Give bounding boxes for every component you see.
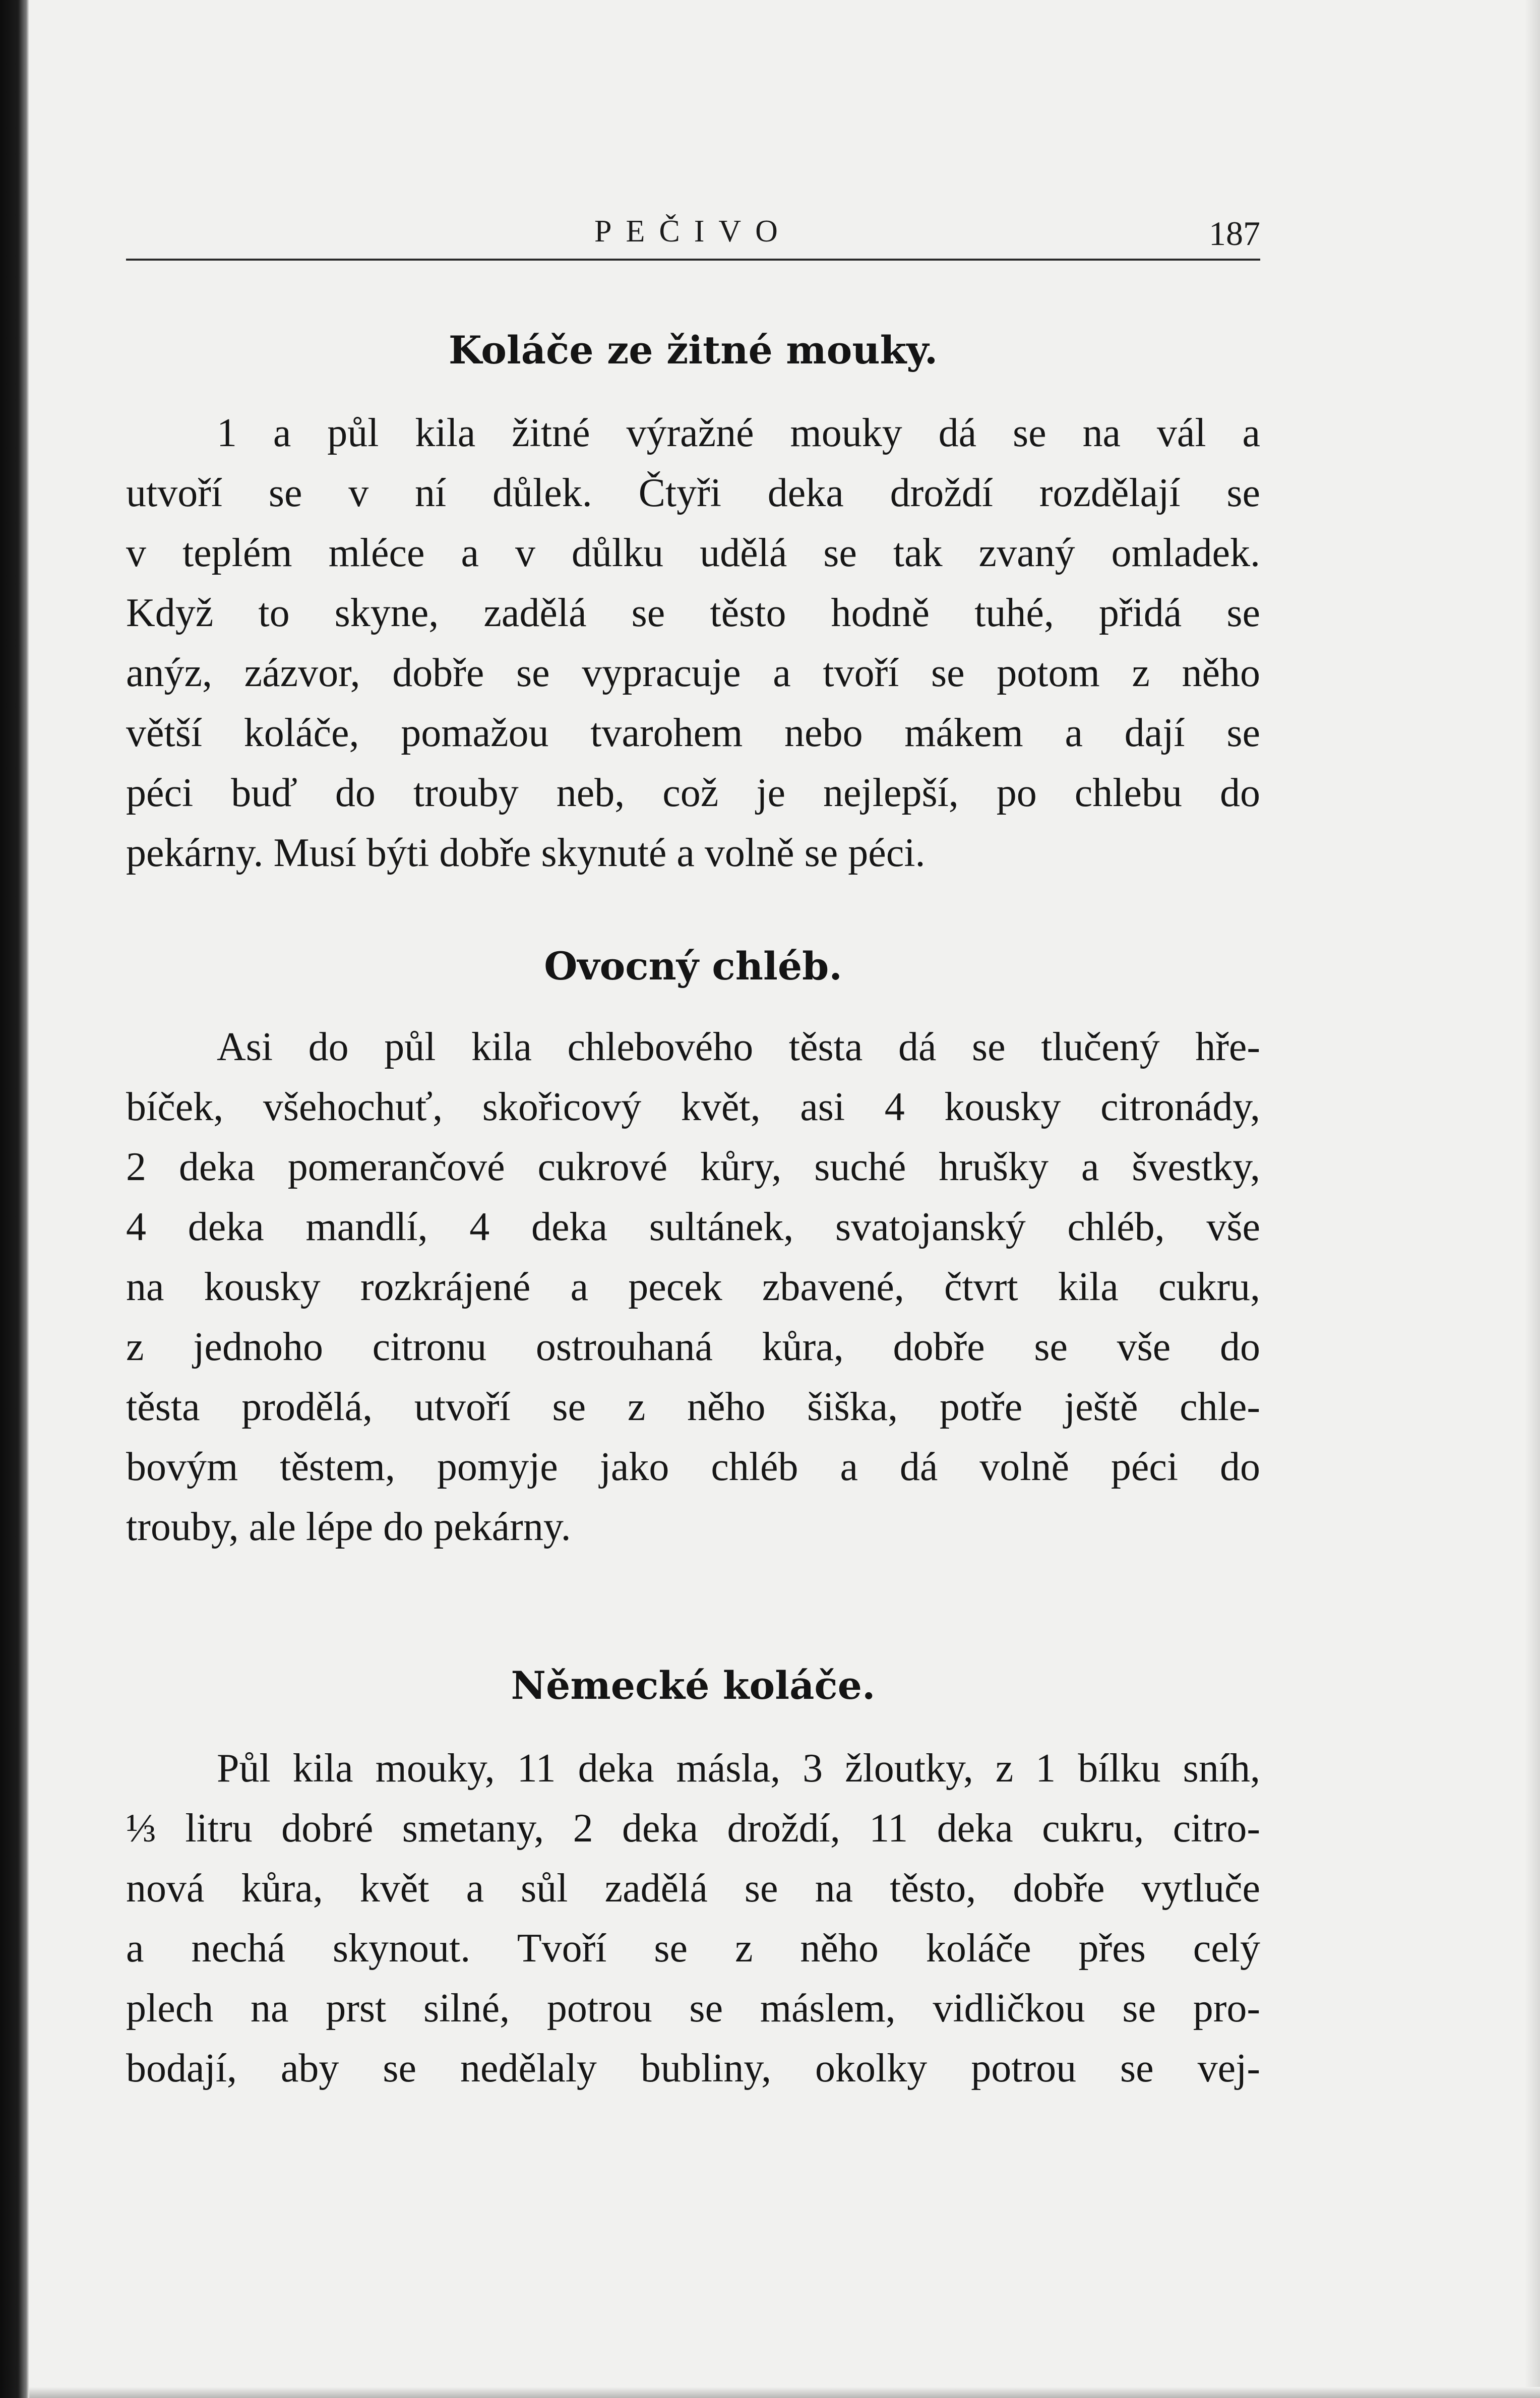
text-line: z jednoho citronu ostrouhaná kůra, dobře se vše do: [126, 1325, 1260, 1369]
book-spine-shadow: [0, 0, 29, 2398]
text-line: péci buď do trouby neb, což je nejlepší, po chlebu do: [126, 771, 1260, 815]
section-heading: Koláče ze žitné mouky.: [448, 328, 938, 373]
text-line: těsta prodělá, utvoří se z něho šiška, potře ještě chle-: [126, 1385, 1260, 1429]
text-line: bovým těstem, pomyje jako chléb a dá volně péci do: [126, 1445, 1260, 1489]
text-line: ⅓ litru dobré smetany, 2 deka droždí, 11 deka cukru, citro-: [126, 1806, 1260, 1851]
recipe-paragraph: [126, 403, 1260, 883]
page-edge-shadow: [1525, 0, 1540, 2398]
running-head: [126, 211, 1260, 261]
text-line: utvoří se v ní důlek. Čtyři deka droždí rozdělají se: [126, 471, 1260, 515]
recipe-paragraph: [126, 1739, 1260, 2099]
page-bottom-shadow: [29, 2387, 1540, 2398]
text-line: anýz, zázvor, dobře se vypracuje a tvoří se potom z něho: [126, 651, 1260, 695]
text-line: 2 deka pomerančové cukrové kůry, suché hrušky a švestky,: [126, 1145, 1260, 1189]
section-heading: Ovocný chléb.: [544, 944, 842, 989]
text-line: nová kůra, květ a sůl zadělá se na těsto, dobře vytluče: [126, 1866, 1260, 1911]
text-line: a nechá skynout. Tvoří se z něho koláče přes celý: [126, 1926, 1260, 1971]
running-head-title: PEČIVO: [594, 214, 792, 249]
text-line: na kousky rozkrájené a pecek zbavené, čtvrt kila cukru,: [126, 1265, 1260, 1309]
text-line: 1 a půl kila žitné výražné mouky dá se na vál a: [217, 411, 1260, 455]
page-number: 187: [1209, 214, 1260, 253]
text-line: bíček, všehochuť, skořicový květ, asi 4 kousky citronády,: [126, 1085, 1260, 1129]
text-line: 4 deka mandlí, 4 deka sultánek, svatojanský chléb, vše: [126, 1205, 1260, 1249]
text-line: plech na prst silné, potrou se máslem, vidličkou se pro-: [126, 1986, 1260, 2031]
text-line: trouby, ale lépe do pekárny.: [126, 1505, 571, 1549]
header-rule: [126, 259, 1260, 261]
text-line: bodají, aby se nedělaly bubliny, okolky potrou se vej-: [126, 2046, 1260, 2090]
section-heading: Německé koláče.: [511, 1663, 876, 1708]
text-line: Když to skyne, zadělá se těsto hodně tuhé, přidá se: [126, 591, 1260, 635]
page-content: [126, 318, 1260, 2099]
text-line: Půl kila mouky, 11 deka másla, 3 žloutky, z 1 bílku sníh,: [217, 1746, 1260, 1791]
text-line: větší koláče, pomažou tvarohem nebo mákem a dají se: [126, 711, 1260, 755]
text-line: Asi do půl kila chlebového těsta dá se tlučený hře-: [217, 1025, 1260, 1069]
text-line: pekárny. Musí býti dobře skynuté a volně se péci.: [126, 831, 926, 875]
recipe-paragraph: [126, 1017, 1260, 1557]
text-line: v teplém mléce a v důlku udělá se tak zvaný omladek.: [126, 531, 1260, 575]
